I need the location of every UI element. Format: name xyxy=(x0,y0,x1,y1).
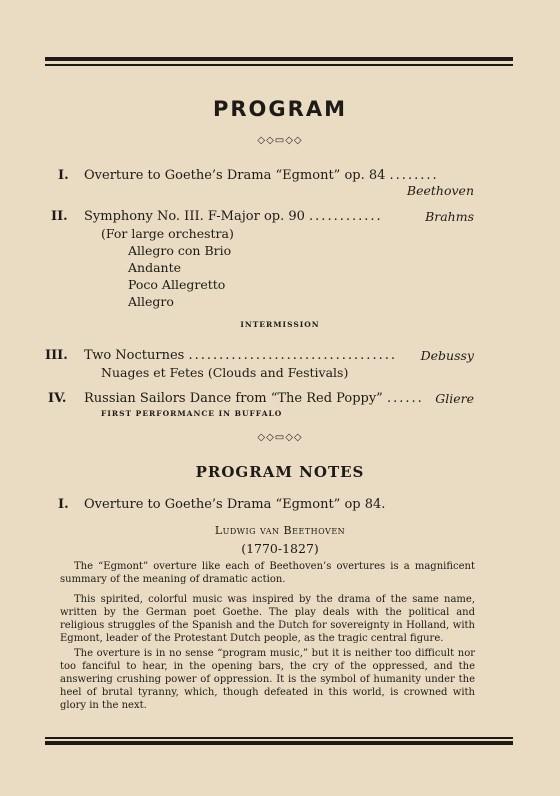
notes-dates: (1770-1827) xyxy=(241,541,319,556)
piece-4-title xyxy=(84,391,424,406)
movement-4: Allegro xyxy=(128,294,174,309)
piece-4-dots: ...... xyxy=(386,391,424,406)
page-title: PROGRAM xyxy=(213,97,347,121)
movement-3: Poco Allegretto xyxy=(128,277,226,292)
piece-3-work: Two Nocturnes xyxy=(84,348,185,363)
bottom-rule-thick xyxy=(45,741,513,745)
notes-composer: Ludwig van Beethoven xyxy=(214,524,346,537)
piece-2-numeral: II. xyxy=(51,209,68,224)
piece-3-composer: Debussy xyxy=(420,348,474,363)
ornament-divider-2: ◇◇▭◇◇ xyxy=(257,432,303,443)
piece-2-note: (For large orchestra) xyxy=(101,226,234,241)
piece-1-title xyxy=(84,168,439,183)
movement-1: Allegro con Brio xyxy=(128,243,232,258)
piece-3-dots: .................................. xyxy=(188,348,397,363)
piece-3-note: Nuages et Fetes (Clouds and Festivals) xyxy=(101,365,349,380)
piece-4-numeral: IV. xyxy=(48,391,67,406)
piece-4-composer: Gliere xyxy=(435,391,474,406)
piece-2-composer: Brahms xyxy=(425,209,474,224)
piece-1-work: Overture to Goethe’s Drama “Egmont” op. 84 xyxy=(84,168,386,183)
ornament-divider: ◇◇▭◇◇ xyxy=(257,135,303,146)
piece-2-work: Symphony No. III. F-Major op. 90 xyxy=(84,209,305,224)
notes-numeral: I. xyxy=(58,497,69,512)
bottom-rule-thin xyxy=(45,737,513,739)
piece-4-work: Russian Sailors Dance from “The Red Poppy” xyxy=(84,391,383,406)
notes-paragraph-1: The “Egmont” overture like each of Beethoven’s overtures is a magnificent summary of the meaning of dramatic action. xyxy=(60,561,475,585)
piece-3-numeral: III. xyxy=(45,348,68,363)
movement-2: Andante xyxy=(128,260,182,275)
piece-1-dots: ........ xyxy=(389,168,439,183)
top-rule-thick xyxy=(45,57,513,61)
piece-1-numeral: I. xyxy=(58,168,69,183)
piece-2-dots: ............ xyxy=(309,209,383,224)
notes-paragraph-3: The overture is in no sense “program music,” but it is neither too difficult nor too fanciful to hear, in the opening bars, the cry of the oppressed, and the answering crushing power of oppression. It is the symbol of humanity under the heel of brutal tyranny, which, though defeated in this world, is crowned with glory in the next. xyxy=(60,648,475,711)
notes-heading: PROGRAM NOTES xyxy=(195,463,365,481)
piece-4-note: FIRST PERFORMANCE IN BUFFALO xyxy=(101,409,283,418)
piece-2-title xyxy=(84,209,383,224)
notes-work-title: Overture to Goethe’s Drama “Egmont” op 84. xyxy=(84,497,386,512)
intermission-label: INTERMISSION xyxy=(240,320,320,329)
notes-paragraph-2: This spirited, colorful music was inspired by the drama of the same name, written by the German poet Goethe. The play deals with the political and religious struggles of the Spanish and the Dutch for sovereignty in Holland, with Egmont, leader of the Protestant Dutch people, as the tragic central figure. xyxy=(60,594,475,644)
top-rule-thin xyxy=(45,64,513,66)
piece-3-title xyxy=(84,348,397,363)
piece-1-composer: Beethoven xyxy=(406,183,474,198)
